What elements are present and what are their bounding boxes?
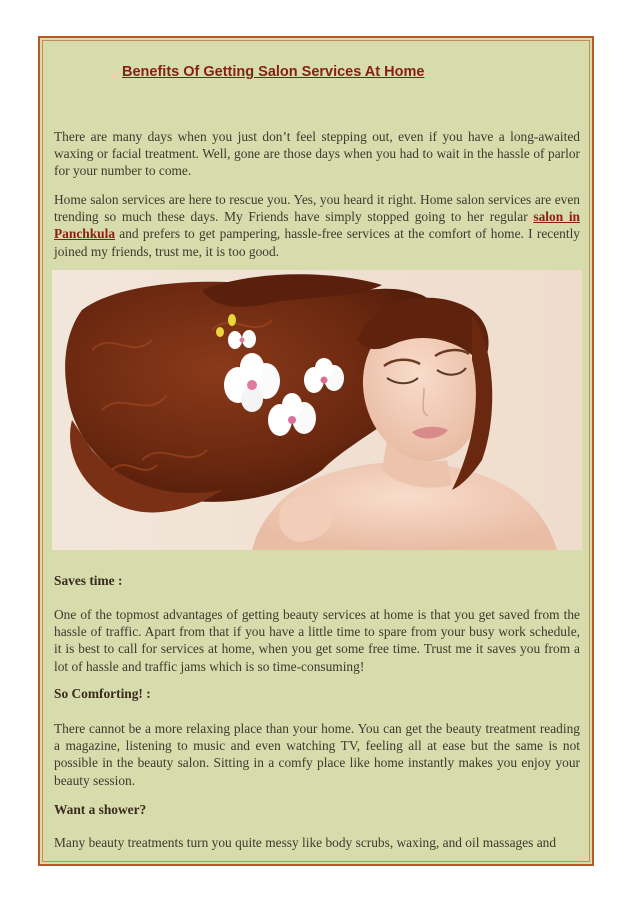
want-a-shower-heading: Want a shower? xyxy=(54,802,147,817)
intro-paragraph: There are many days when you just don’t feel stepping out, even if you have a long-awaited waxing or facial treatment. Well, gone are those days when you had to wait in the hassle of parlor for your number to come. xyxy=(54,129,580,179)
document-page xyxy=(38,36,594,866)
paragraph-text-end: and prefers to get pampering, hassle-free services at the comfort of home. I recently joined my friends, trust me, it is too good. xyxy=(54,226,580,259)
so-comforting-paragraph: There cannot be a more relaxing place than your home. You can get the beauty treatment reading a magazine, listening to music and even watching TV, feeling all at ease but the same is not possible in the beauty salon. Sitting in a comfy place like home instantly makes you enjoy your beauty session. xyxy=(54,721,580,788)
shower-paragraph: Many beauty treatments turn you quite messy like body scrubs, waxing, and oil massages and xyxy=(54,835,557,850)
saves-time-paragraph: One of the topmost advantages of getting beauty services at home is that you get saved from the hassle of traffic. Apart from that if you have a little time to spare from your busy work schedule, it is best to call for services at home, when you get some free time. Trust me it saves you from a lot of hassle and traffic jams which is so time-consuming! xyxy=(54,607,580,674)
home-salon-paragraph xyxy=(54,191,580,260)
paragraph-text-start: Home salon services are here to rescue you. Yes, you heard it right. Home salon services are even trending so much these days. My Friends have simply stopped going to her regular xyxy=(54,192,580,225)
document-title: Benefits Of Getting Salon Services At Home xyxy=(122,64,425,80)
salon-panchkula-link[interactable]: salon in Panchkula xyxy=(54,209,580,242)
so-comforting-heading: So Comforting! : xyxy=(54,686,151,701)
saves-time-heading: Saves time : xyxy=(54,573,123,588)
woman-with-flowers-photo xyxy=(52,270,582,550)
